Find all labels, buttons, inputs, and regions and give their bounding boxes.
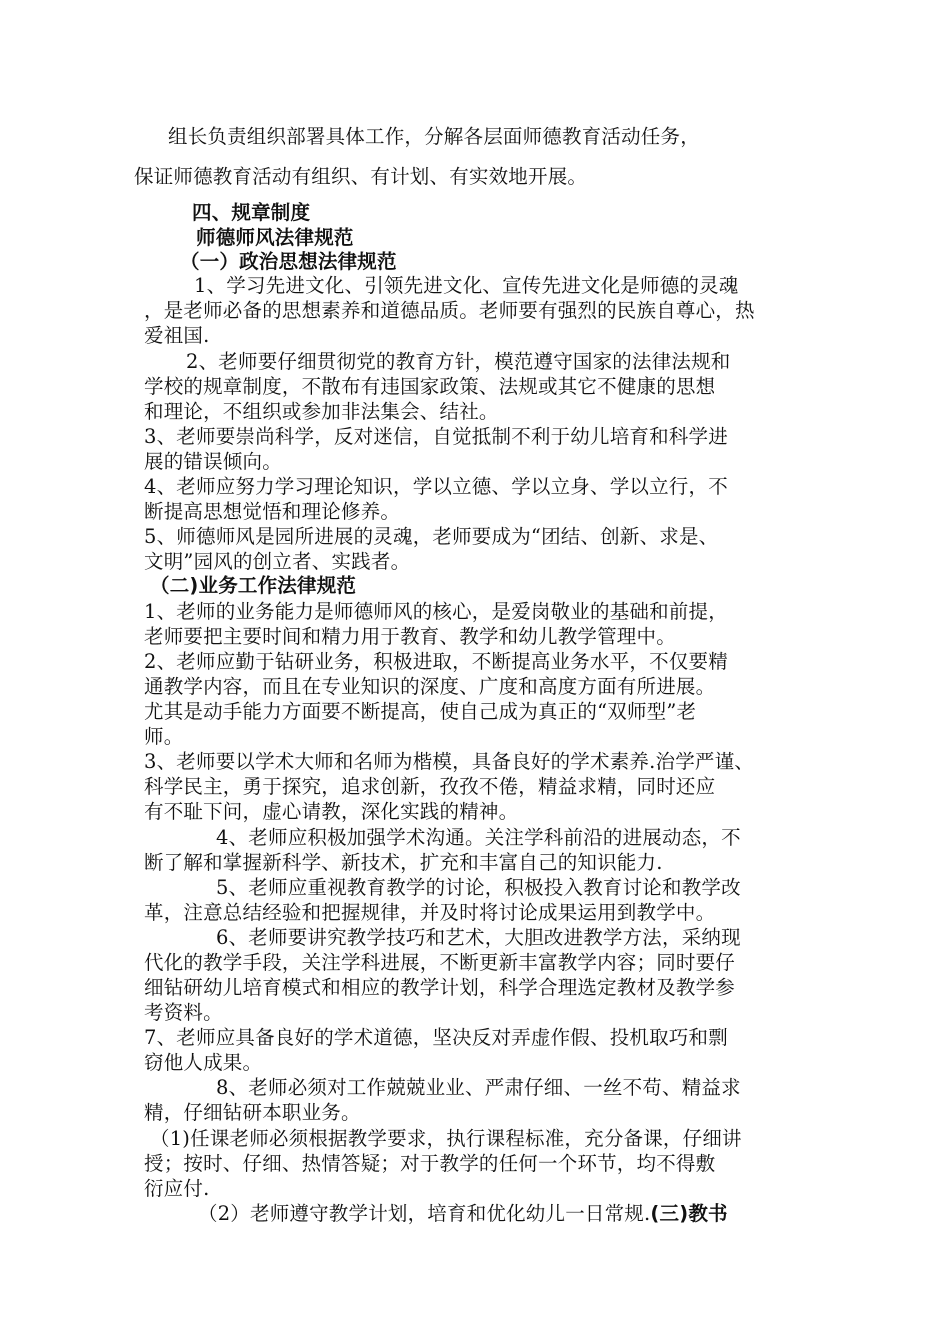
text-line: 1、老师的业务能力是师德师风的核心，是爱岗敬业的基础和前提，	[144, 600, 728, 623]
text-line: 尤其是动手能力方面要不断提高，使自己成为真正的“双师型”老	[144, 700, 697, 723]
text-line: 6、老师要讲究教学技巧和艺术，大胆改进教学方法，采纳现	[216, 926, 741, 949]
text-line: 通教学内容，而且在专业知识的深度、广度和高度方面有所进展。	[144, 675, 716, 698]
text-line: 窃他人成果。	[144, 1051, 263, 1074]
text-line: 细钻研幼儿培育模式和相应的教学计划，科学合理选定教材及教学参	[144, 976, 736, 999]
text-line: 4、老师应努力学习理论知识，学以立德、学以立身、学以立行，不	[144, 475, 728, 498]
text-line: 组长负责组织部署具体工作，分解各层面师德教育活动任务，	[168, 125, 700, 148]
text-line: ，是老师必备的思想素养和道德品质。老师要有强烈的民族自尊心，热	[144, 299, 755, 322]
text-line: 和理论，不组织或参加非法集会、结社。	[144, 400, 499, 423]
text-fragment: （2）老师遵守教学计划，培育和优化幼儿一日常规.	[198, 1202, 651, 1225]
text-line: 断提高思想觉悟和理论修养。	[144, 500, 401, 523]
section-heading-inline: (三)教书	[650, 1202, 728, 1225]
text-line: 7、老师应具备良好的学术道德，坚决反对弄虚作假、投机取巧和剽	[144, 1026, 728, 1049]
text-line: 5、师德师风是园所进展的灵魂，老师要成为“团结、创新、求是、	[144, 525, 719, 548]
text-line: 科学民主，勇于探究，追求创新，孜孜不倦，精益求精，同时还应	[144, 775, 716, 798]
text-line: 代化的教学手段，关注学科进展，不断更新丰富教学内容；同时要仔	[144, 951, 736, 974]
text-line: 1、学习先进文化、引领先进文化、宣传先进文化是师德的灵魂	[194, 274, 739, 297]
text-line: 革，注意总结经验和把握规律，并及时将讨论成果运用到教学中。	[144, 901, 716, 924]
text-line: 爱祖国.	[144, 324, 210, 347]
text-line: 精，仔细钻研本职业务。	[144, 1101, 361, 1124]
text-line	[198, 1201, 728, 1227]
text-line: 老师要把主要时间和精力用于教育、教学和幼儿教学管理中。	[144, 625, 676, 648]
text-line: 2、老师应勤于钻研业务，积极进取，不断提高业务水平，不仅要精	[144, 650, 728, 673]
section-heading: 四、规章制度	[192, 201, 311, 224]
section-heading: （一）政治思想法律规范	[180, 250, 397, 273]
text-line: 考资料。	[144, 1001, 223, 1024]
text-line: 展的错误倾向。	[144, 450, 282, 473]
text-line: 3、老师要崇尚科学，反对迷信，自觉抵制不利于幼儿培育和科学进	[144, 425, 728, 448]
text-line: 4、老师应积极加强学术沟通。关注学科前沿的进展动态，不	[216, 826, 741, 849]
text-line: （1)任课老师必须根据教学要求，执行课程标准，充分备课，仔细讲	[150, 1127, 742, 1150]
text-line: 授；按时、仔细、热情答疑；对于教学的任何一个环节，均不得敷	[144, 1152, 716, 1175]
text-line: 有不耻下问，虚心请教，深化实践的精神。	[144, 800, 519, 823]
text-line: 文明”园风的创立者、实践者。	[144, 550, 411, 573]
text-line: 保证师德教育活动有组织、有计划、有实效地开展。	[134, 165, 588, 188]
text-line: 5、老师应重视教育教学的讨论，积极投入教育讨论和教学改	[216, 876, 741, 899]
text-line: 衍应付.	[144, 1177, 210, 1200]
text-line: 8、老师必须对工作兢兢业业、严肃仔细、一丝不苟、精益求	[216, 1076, 741, 1099]
text-line: 断了解和掌握新科学、新技术，扩充和丰富自己的知识能力.	[144, 851, 663, 874]
text-line: 2、老师要仔细贯彻党的教育方针，模范遵守国家的法律法规和	[186, 350, 731, 373]
section-heading: （二)业务工作法律规范	[150, 574, 357, 597]
section-heading: 师德师风法律规范	[196, 226, 354, 249]
text-line: 学校的规章制度，不散布有违国家政策、法规或其它不健康的思想	[144, 375, 716, 398]
text-line: 师。	[144, 725, 184, 748]
text-line: 3、老师要以学术大师和名师为楷模，具备良好的学术素养.治学严谨、	[144, 750, 755, 773]
